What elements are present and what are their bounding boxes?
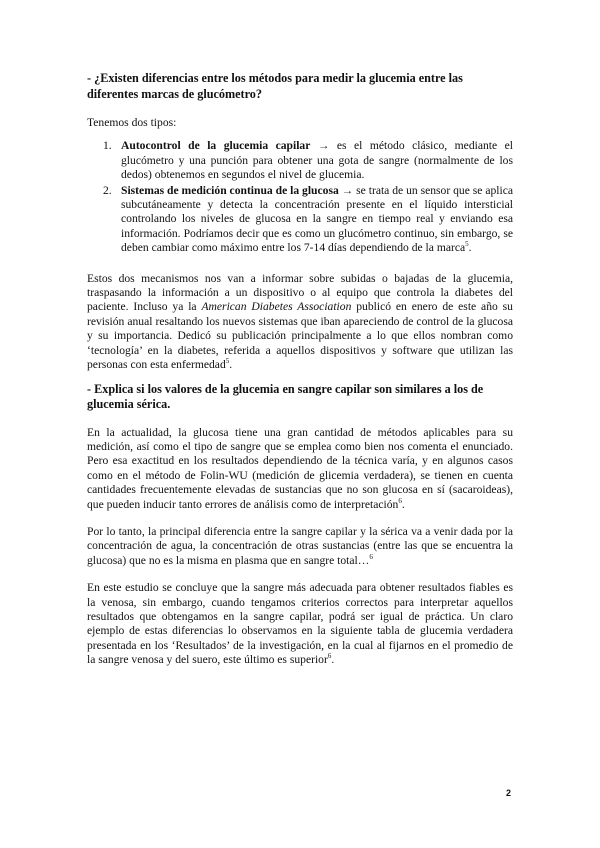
paragraph-4: [87, 581, 513, 667]
page-number: 2: [506, 788, 512, 798]
paragraph-3: [87, 525, 513, 568]
paragraph-text: En este estudio se concluye que la sangre más adecuada para obtener resultados fiables es la venosa, sin embargo, cuando tengamos criterios correctos para interpretar aquellos resultados que obtengamos en la sangre capilar, podrá ser igual de práctica. Un claro ejemplo de estas diferencias lo observamos en la siguiente tabla de glucemia verdadera presentada en los ‘Resultados’ de la investigación, en la cual al fijarnos en el promedio de la sangre venosa y del suero, este último es superior: [87, 581, 513, 667]
paragraph-text: Estos dos mecanismos nos van a informar sobre subidas o bajadas de la glucemia, traspasando la información a un dispositivo o al equipo que controla la diabetes del paciente. Incluso ya la: [87, 271, 513, 314]
paragraph-1: [87, 272, 513, 373]
reference-sup: 5: [225, 357, 230, 366]
list-number: 1.: [103, 139, 112, 153]
list-number: 2.: [103, 183, 112, 197]
list-item-2: 2. Sistemas de medición continua de la glucosa → se trata de un sensor que se aplica subcutáneamente y detecta la concentración presente en el líquido intersticial controlando los niveles de glucosa en la sangre en tiempo real y enviando esa información. Podríamos decir que es como un glucómetro continuo, sin embargo, se deben cambiar como máximo entre los 7-14 días dependiendo de la marca$^5$.: [103, 183, 513, 255]
arrow-glyph: →: [338, 183, 357, 197]
paragraph-text: .: [229, 358, 233, 372]
reference-sup: 5: [465, 240, 469, 249]
intro-text: Tenemos dos tipos:: [87, 116, 177, 129]
reference-sup: 6: [327, 652, 332, 661]
paragraph-2: [87, 426, 513, 512]
paragraph-text: .: [401, 497, 405, 511]
paragraph-text: publicó en enero de este año su revisión anual resaltando los nuevos sistemas que iban apareciendo de control de la glucosa y su importancia. Dedicó su publicación principalmente a lo que ellos nombran como ‘tecnología’ en la diabetes, referida a aquellos dispositivos y software que utilizan las personas con esta enfermedad: [87, 300, 513, 372]
paragraph-text: Por lo tanto, la principal diferencia entre la sangre capilar y la sérica va a venir dada por la concentración de agua, la concentración de otras sustancias (entre las que se encuentra la glucosa) que no es la misma en plasma que en sangre total…: [87, 524, 513, 567]
reference-sup: 6: [369, 552, 373, 561]
paragraph-text: .: [331, 653, 335, 667]
page-content: [87, 71, 513, 668]
types-list: [87, 139, 513, 255]
list-item-title: Sistemas de medición continua de la glucosa: [121, 183, 339, 197]
list-item-title: Autocontrol de la glucemia capilar: [121, 139, 311, 153]
reference-sup: 6: [398, 496, 402, 505]
question-heading-1: - ¿Existen diferencias entre los métodos para medir la glucemia entre las diferentes marcas de glucómetro?: [87, 71, 463, 101]
question-heading-2: - Explica si los valores de la glucemia en sangre capilar son similares a los de glucemia sérica.: [87, 381, 484, 411]
organization-name: American Diabetes Association: [201, 300, 352, 314]
arrow-glyph: →: [310, 139, 337, 153]
list-item-text: es el método clásico, mediante el glucómetro y una punción para obtener una gota de sangre (normalmente de los dedos) obtenemos en segundos el nivel de glucemia.: [121, 139, 513, 182]
list-item-text: se trata de un sensor que se aplica subcutáneamente y detecta la concentración presente en el líquido intersticial controlando los niveles de glucosa en la sangre en tiempo real y enviando esa información. Podríamos decir que es como un glucómetro continuo, sin embargo, se deben cambiar como máximo entre los 7-14 días dependiendo de la marca: [121, 183, 513, 255]
paragraph-text: En la actualidad, la glucosa tiene una gran cantidad de métodos aplicables para su medición, así como el tipo de sangre que se emplea como bien nos comenta el enunciado. Pero esa exactitud en los resultados dependiendo de la técnica varía, y en algunos casos como en el método de Folin-WU (medición de glicemia verdadera), se tienen en cuenta cantidades frecuentemente elevadas de sustancias que no son glucosa en sí (sacaroideas), que pueden inducir tanto errores de análisis como de interpretación: [87, 425, 513, 511]
list-item-1: [87, 139, 513, 182]
